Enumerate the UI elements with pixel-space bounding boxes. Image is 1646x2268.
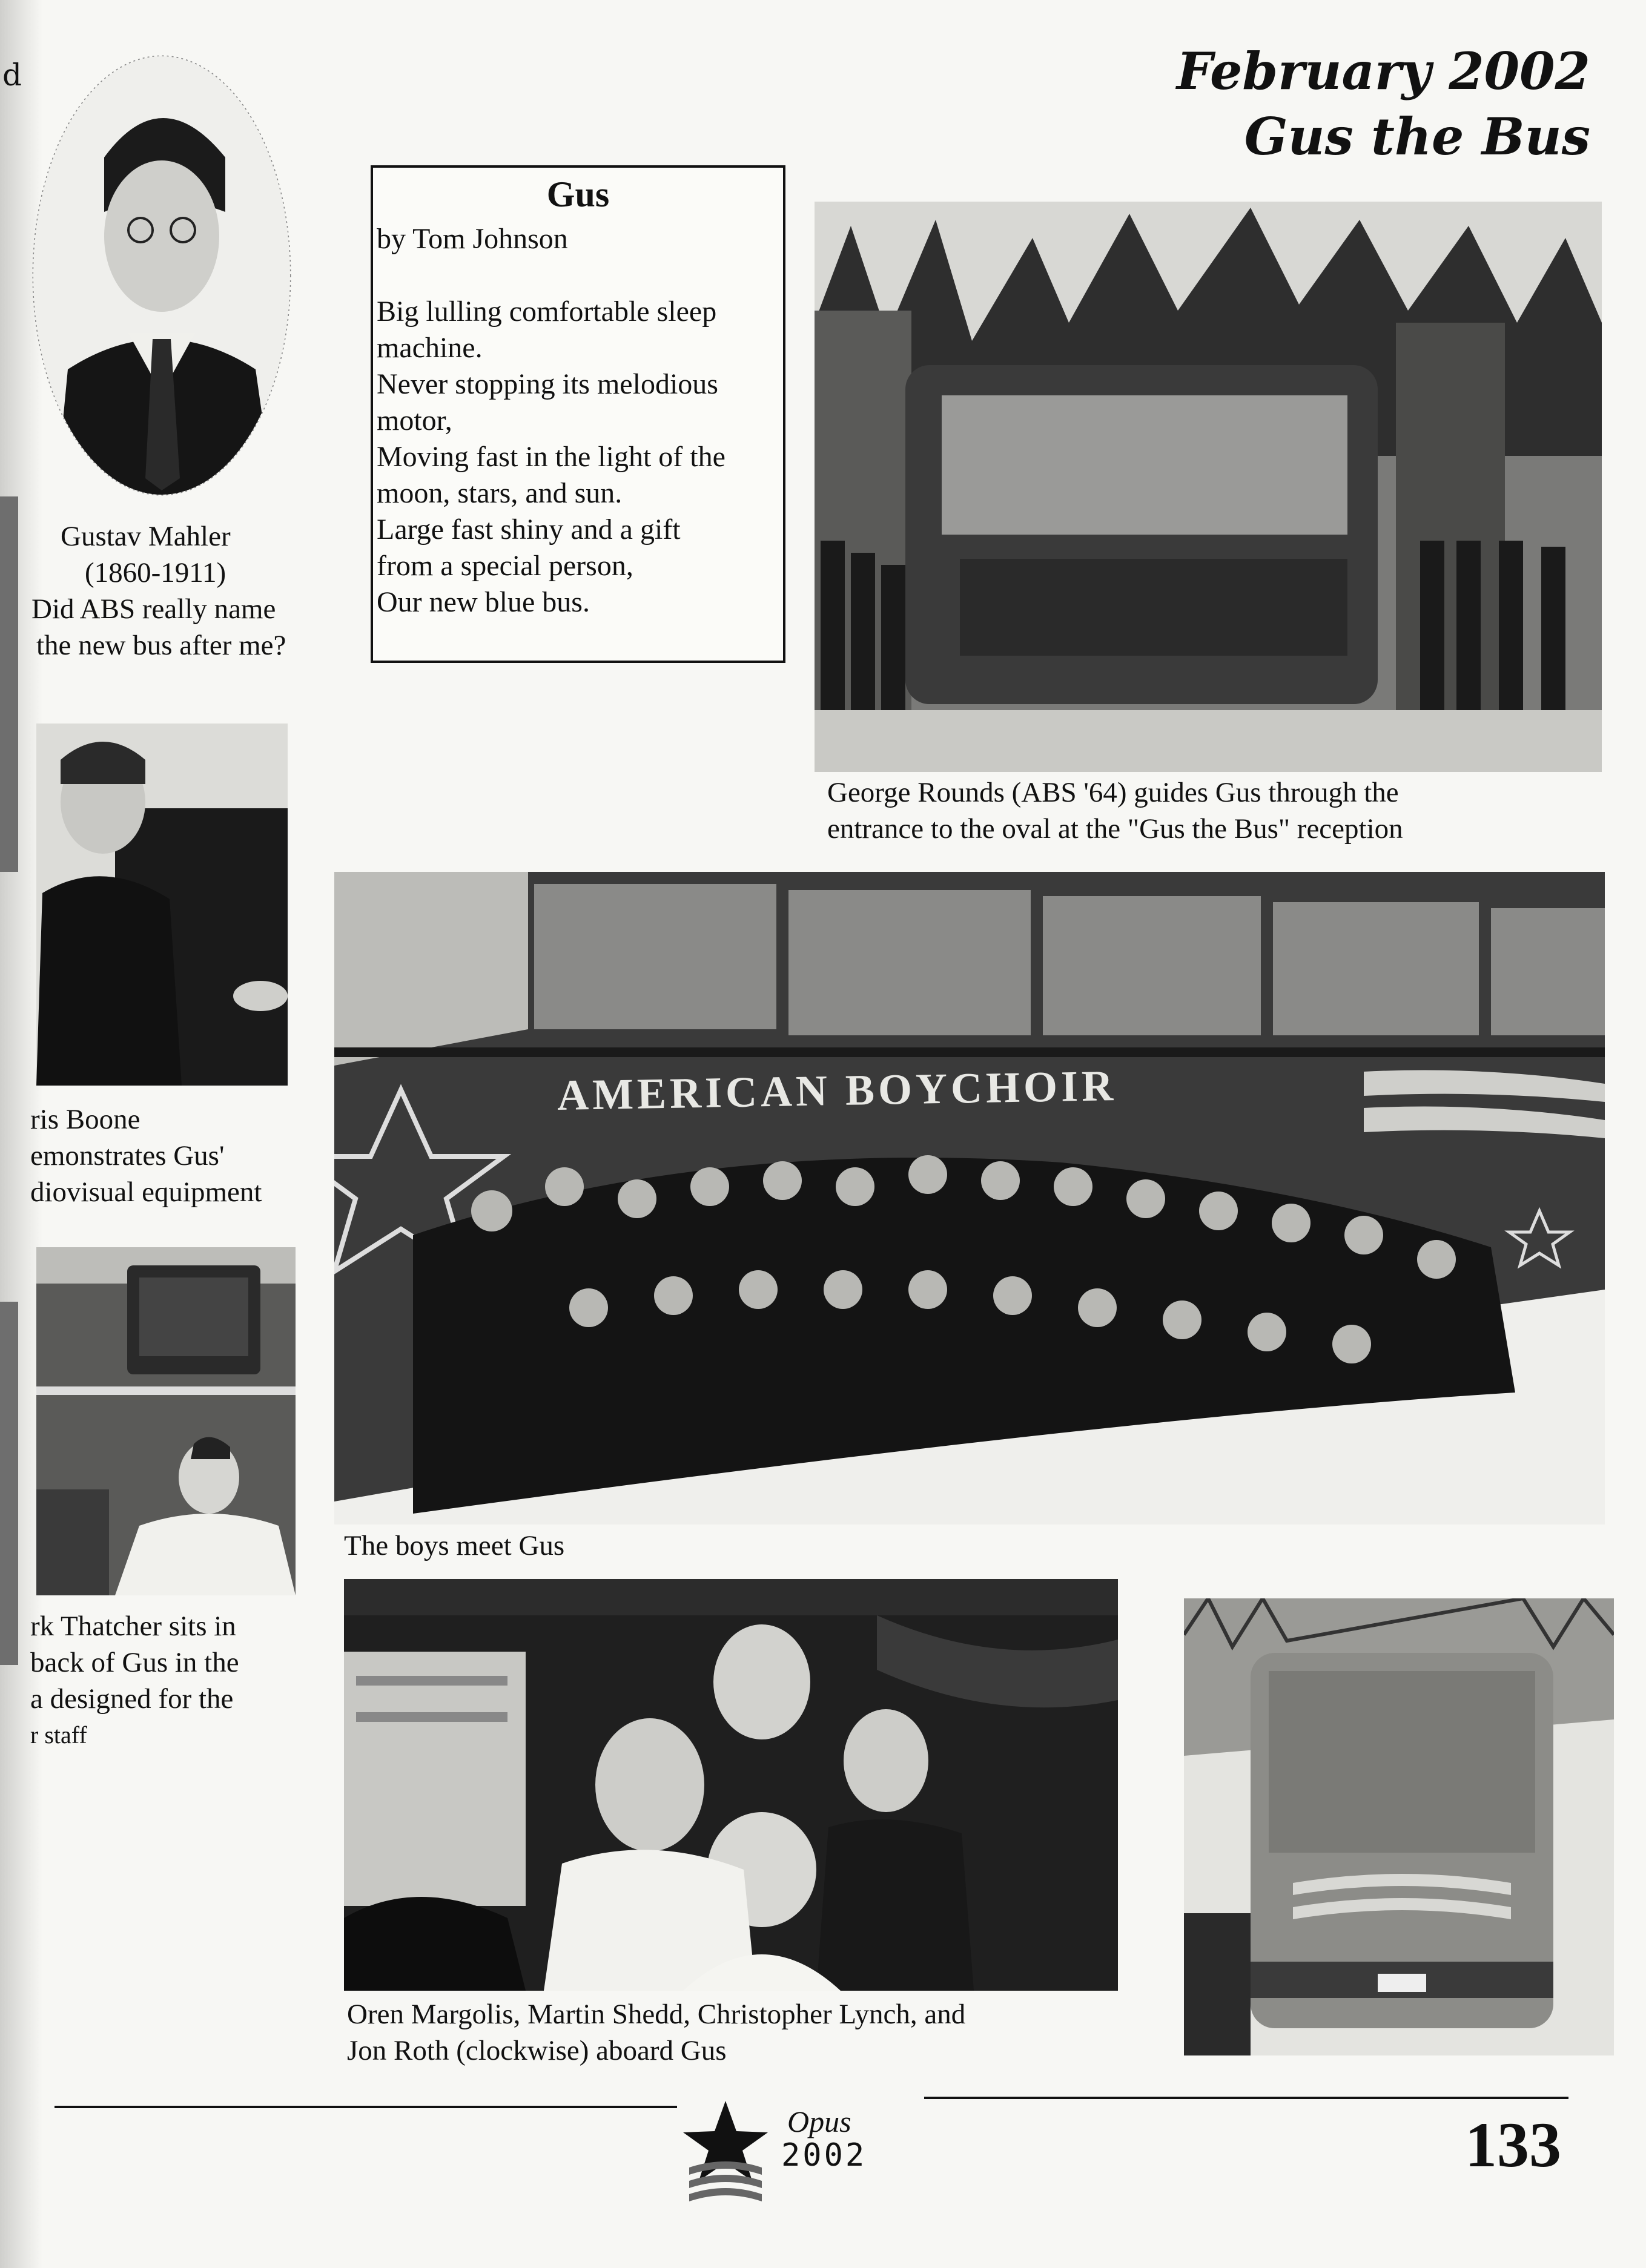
poem-line: motor, (377, 404, 452, 437)
poem-box (371, 165, 785, 663)
photo-bus-entrance (815, 202, 1602, 772)
poem-line: machine. (377, 332, 483, 364)
footer-rule-right (924, 2097, 1568, 2099)
mahler-portrait (31, 54, 292, 496)
poem-line: Moving fast in the light of the (377, 441, 725, 473)
rounds-caption-line: entrance to the oval at the "Gus the Bus" reception (827, 813, 1403, 845)
page-title: Gus the Bus (1244, 107, 1590, 166)
spine-text-fragment: d (2, 58, 22, 93)
footer-rule-left (55, 2106, 677, 2108)
mahler-caption-line: the new bus after me? (36, 630, 286, 661)
mahler-caption-line: Gustav Mahler (61, 521, 231, 552)
poem-line: Large fast shiny and a gift (377, 513, 681, 546)
thatcher-caption-line: rk Thatcher sits in (30, 1610, 236, 1642)
boone-caption-line: diovisual equipment (30, 1176, 262, 1208)
page-date: February 2002 (1176, 41, 1590, 101)
poem-title: Gus (546, 174, 610, 214)
mahler-caption-line: (1860-1911) (85, 557, 226, 588)
poem-line: from a special person, (377, 550, 633, 582)
thatcher-caption-line: r staff (30, 1721, 87, 1749)
aboard-caption-line: Oren Margolis, Martin Shedd, Christopher Lynch, and (347, 1999, 966, 2030)
poem-author: by Tom Johnson (377, 223, 568, 255)
page-number: 133 (1465, 2109, 1561, 2180)
poem-line: Never stopping its melodious (377, 368, 718, 400)
photo-boys-meet-gus (334, 872, 1605, 1525)
thatcher-caption-line: back of Gus in the (30, 1647, 239, 1678)
aboard-caption-line: Jon Roth (clockwise) aboard Gus (347, 2035, 727, 2066)
photo-aboard-gus (344, 1579, 1118, 1991)
boys-caption: The boys meet Gus (344, 1530, 565, 1561)
poem-line: Our new blue bus. (377, 586, 590, 618)
bus-side-lettering: AMERICAN BOYCHOIR (557, 1061, 1117, 1120)
mahler-caption-line: Did ABS really name (31, 593, 276, 625)
rounds-caption-line: George Rounds (ABS '64) guides Gus through the (827, 777, 1399, 808)
adjacent-page-photo (0, 496, 18, 872)
photo-audiovisual (36, 724, 288, 1086)
thatcher-caption-line: a designed for the (30, 1683, 234, 1715)
boone-caption-line: ris Boone (30, 1104, 140, 1135)
poem-line: moon, stars, and sun. (377, 477, 623, 509)
photo-back-of-bus (36, 1247, 296, 1595)
poem-line: Big lulling comfortable sleep (377, 295, 717, 328)
photo-bus-rear (1184, 1598, 1614, 2055)
boone-caption-line: emonstrates Gus' (30, 1140, 225, 1172)
logo-year: 2002 (781, 2137, 867, 2174)
logo-word: Opus (787, 2105, 851, 2138)
adjacent-page-photo (0, 1302, 18, 1665)
